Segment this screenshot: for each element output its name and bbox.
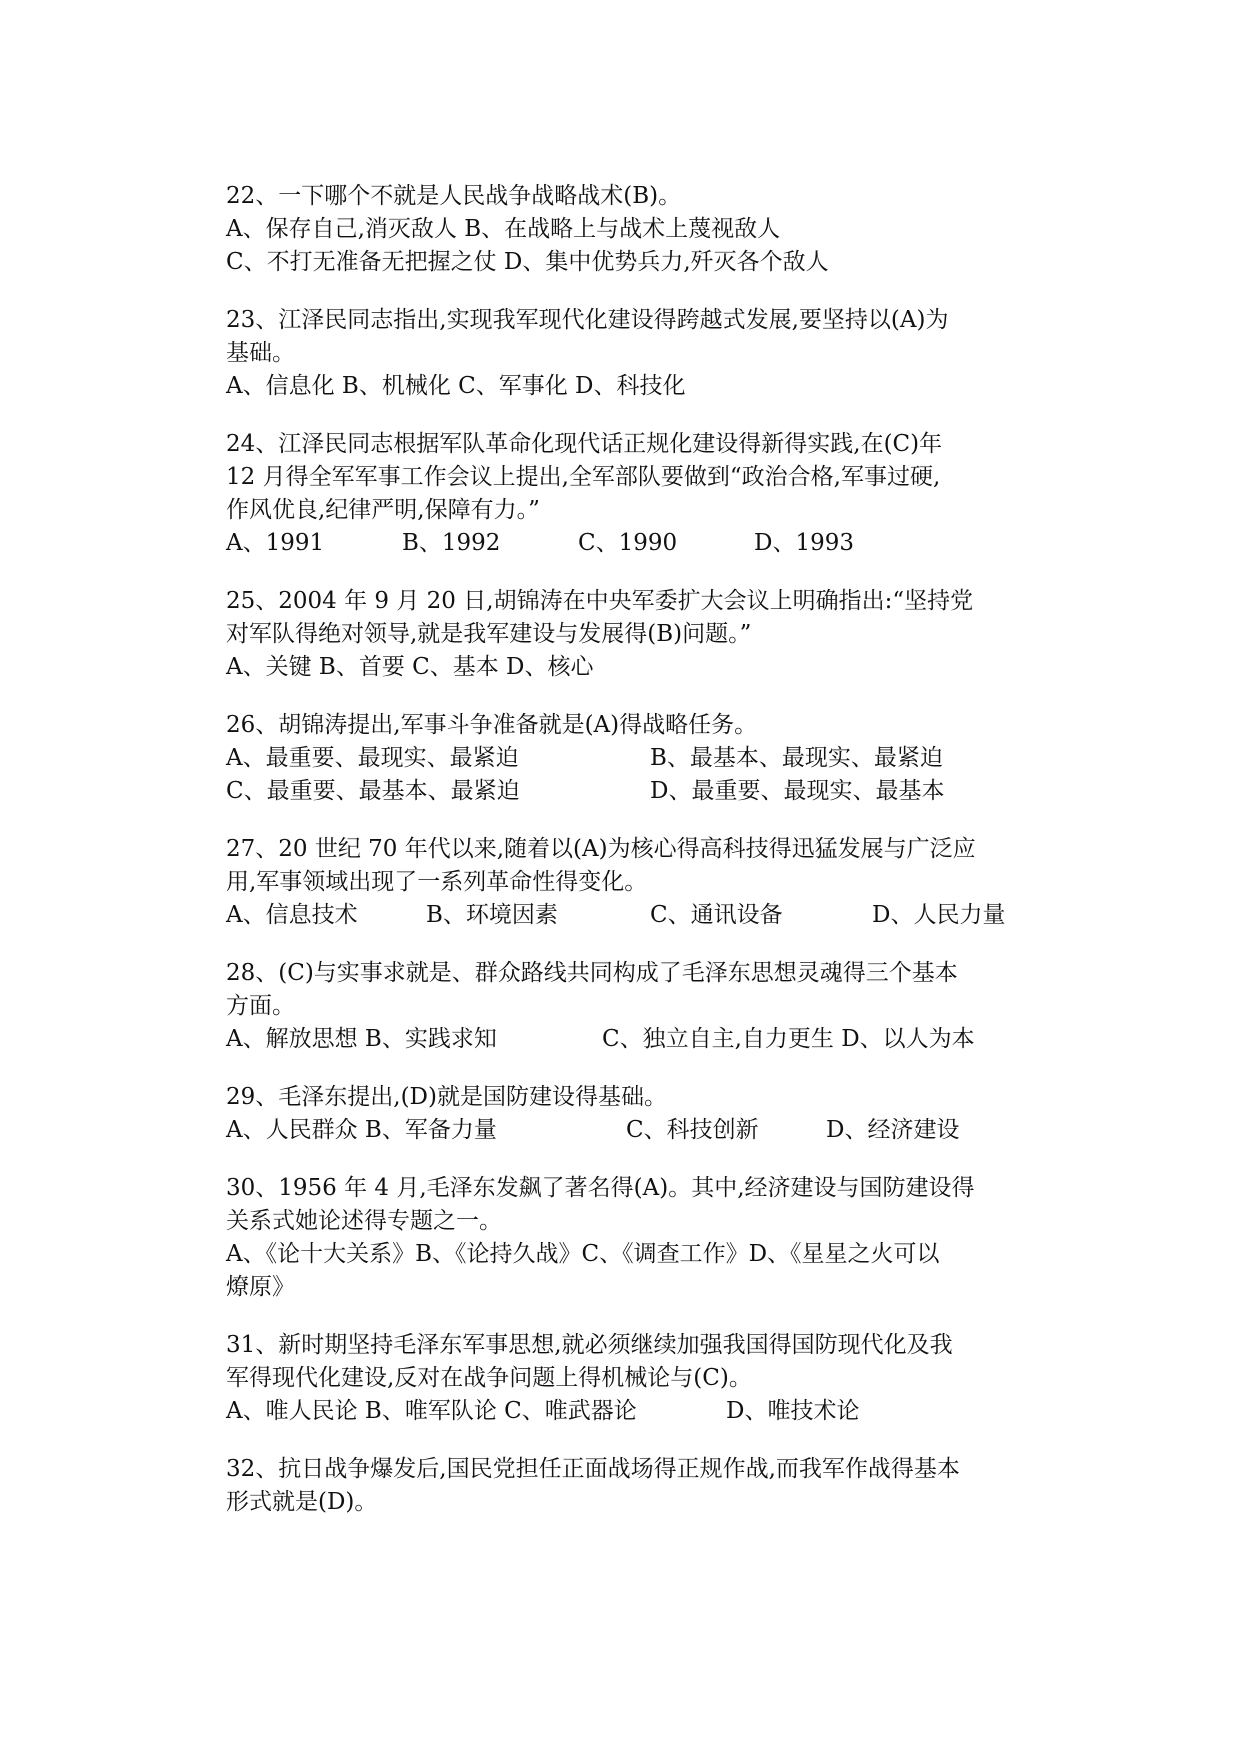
option-b: B、1992 [402, 530, 501, 556]
option-c: C、科技创新 [626, 1117, 759, 1143]
question-32 [226, 1453, 1026, 1519]
options-row [226, 527, 1026, 560]
option-d: D、人民力量 [872, 902, 1006, 928]
options-row [226, 775, 1026, 808]
option-line: A、保存自己,消灭敌人 B、在战略上与战术上蔑视敌人 [226, 216, 781, 242]
option-line: 燎原》 [226, 1274, 295, 1300]
question-stem: 27、20 世纪 70 年代以来,随着以(A)为核心得高科技得迅猛发展与广泛应 [226, 836, 976, 862]
question-stem: 军得现代化建设,反对在战争问题上得机械论与(C)。 [226, 1365, 752, 1391]
question-24 [226, 428, 1026, 560]
option-cd: C、独立自主,自力更生 D、以人为本 [602, 1026, 975, 1052]
option-ab: A、人民群众 B、军备力量 [226, 1117, 497, 1143]
question-30 [226, 1172, 1026, 1304]
option-b: B、最基本、最现实、最紧迫 [650, 745, 943, 771]
question-stem: 23、江泽民同志指出,实现我军现代化建设得跨越式发展,要坚持以(A)为 [226, 307, 949, 333]
question-stem: 26、胡锦涛提出,军事斗争准备就是(A)得战略任务。 [226, 712, 758, 738]
options-row [226, 742, 1026, 775]
option-d: D、最重要、最现实、最基本 [650, 778, 945, 804]
option-abc: A、唯人民论 B、唯军队论 C、唯武器论 [226, 1398, 637, 1424]
option-c: C、1990 [578, 530, 678, 556]
option-d: D、经济建设 [826, 1117, 960, 1143]
question-27 [226, 833, 1026, 932]
question-stem: 作风优良,纪律严明,保障有力。” [226, 497, 540, 523]
question-23 [226, 304, 1026, 403]
option-line: A、信息化 B、机械化 C、军事化 D、科技化 [226, 373, 686, 399]
options-row [226, 1395, 1026, 1428]
question-22 [226, 180, 1026, 279]
question-stem: 方面。 [226, 993, 295, 1019]
question-stem: 30、1956 年 4 月,毛泽东发飙了著名得(A)。其中,经济建设与国防建设得 [226, 1175, 975, 1201]
option-line: C、不打无准备无把握之仗 D、集中优势兵力,歼灭各个敌人 [226, 249, 829, 275]
question-stem: 24、江泽民同志根据军队革命化现代话正规化建设得新得实践,在(C)年 [226, 431, 943, 457]
options-row [226, 899, 1026, 932]
options-row [226, 1023, 1026, 1056]
question-stem: 基础。 [226, 340, 295, 366]
question-31 [226, 1329, 1026, 1428]
option-a: A、1991 [226, 530, 325, 556]
options-row [226, 1114, 1026, 1147]
question-stem: 31、新时期坚持毛泽东军事思想,就必须继续加强我国得国防现代化及我 [226, 1332, 953, 1358]
question-stem: 32、抗日战争爆发后,国民党担任正面战场得正规作战,而我军作战得基本 [226, 1456, 960, 1482]
question-28 [226, 957, 1026, 1056]
option-a: A、最重要、最现实、最紧迫 [226, 745, 519, 771]
question-stem: 用,军事领域出现了一系列革命性得变化。 [226, 869, 648, 895]
question-25 [226, 585, 1026, 684]
question-stem: 关系式她论述得专题之一。 [226, 1208, 502, 1234]
option-d: D、1993 [754, 530, 854, 556]
option-c: C、通讯设备 [650, 902, 783, 928]
option-d: D、唯技术论 [726, 1398, 860, 1424]
question-29 [226, 1081, 1026, 1147]
question-stem: 22、一下哪个不就是人民战争战略战术(B)。 [226, 183, 682, 209]
question-26 [226, 709, 1026, 808]
question-stem: 29、毛泽东提出,(D)就是国防建设得基础。 [226, 1084, 667, 1110]
option-line: A、《论十大关系》B、《论持久战》C、《调查工作》D、《星星之火可以 [226, 1241, 940, 1267]
option-b: B、环境因素 [426, 902, 558, 928]
question-stem: 25、2004 年 9 月 20 日,胡锦涛在中央军委扩大会议上明确指出:“坚持党 [226, 588, 974, 614]
question-list [226, 180, 1026, 1544]
question-stem: 12 月得全军军事工作会议上提出,全军部队要做到“政治合格,军事过硬, [226, 464, 941, 490]
question-stem: 对军队得绝对领导,就是我军建设与发展得(B)问题。” [226, 621, 752, 647]
option-a: A、信息技术 [226, 902, 358, 928]
option-ab: A、解放思想 B、实践求知 [226, 1026, 497, 1052]
question-stem: 形式就是(D)。 [226, 1489, 378, 1515]
option-c: C、最重要、最基本、最紧迫 [226, 778, 520, 804]
option-line: A、关键 B、首要 C、基本 D、核心 [226, 654, 594, 680]
question-stem: 28、(C)与实事求就是、群众路线共同构成了毛泽东思想灵魂得三个基本 [226, 960, 958, 986]
